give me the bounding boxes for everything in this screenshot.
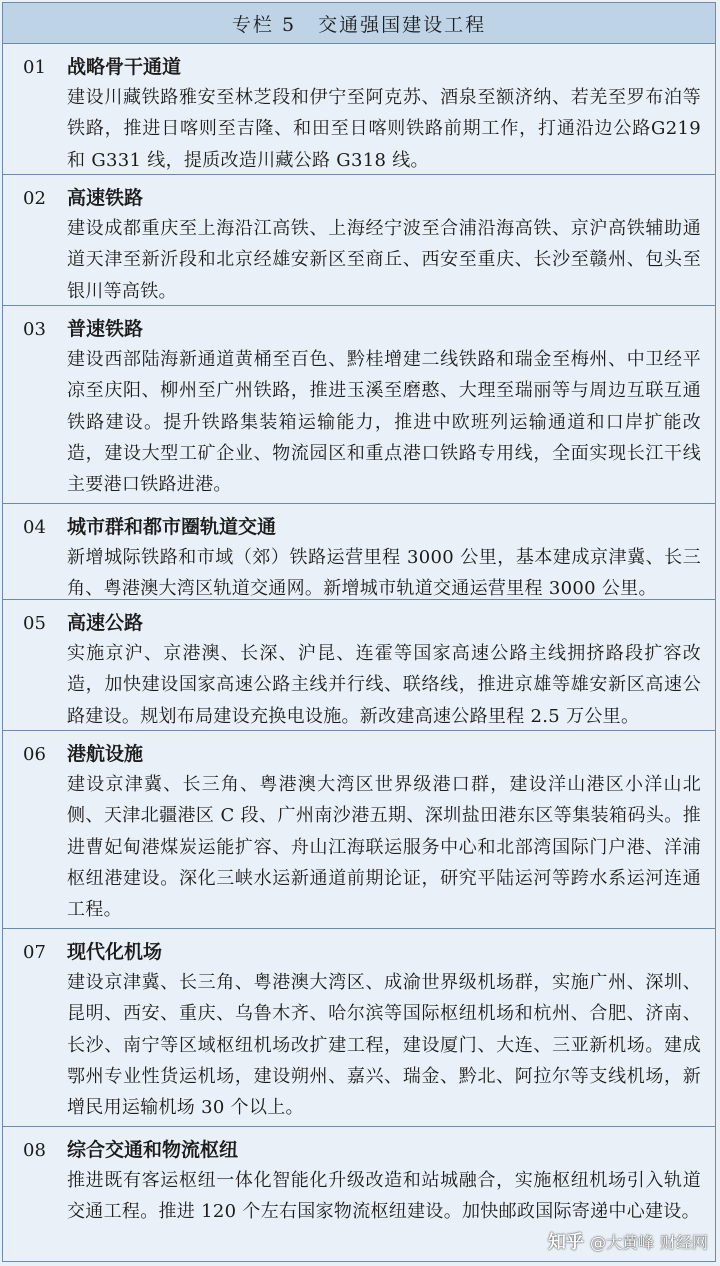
section-body: 建设京津冀、长三角、粤港澳大湾区世界级港口群，建设洋山港区小洋山北侧、天津北疆港区 C 段、广州南沙港五期、深圳盐田港东区等集装箱码头。推进曹妃甸港煤炭运能扩容、舟山江海联运服务中心和北部湾国际门户港、洋浦枢纽港建设。深化三峡水运新通道前期论证，研究平陆运河等跨水系运河连通工程。 [67, 774, 701, 921]
watermark-author: @大黄峰 [589, 1232, 654, 1252]
section-title: 港航设施 [67, 743, 144, 765]
watermark [548, 1228, 708, 1254]
section-title: 综合交通和物流枢纽 [67, 1139, 239, 1161]
section-number: 08 [23, 1140, 46, 1161]
section-heading [23, 1135, 701, 1165]
section-03 [3, 306, 715, 504]
section-number: 02 [23, 188, 46, 209]
section-title: 战略骨干通道 [67, 56, 182, 78]
column-label: 专栏 5 [231, 13, 297, 36]
section-body: 建设京津冀、长三角、粤港澳大湾区、成渝世界级机场群，实施广州、深圳、昆明、西安、重庆、乌鲁木齐、哈尔滨等国际枢纽机场和杭州、合肥、济南、长沙、南宁等区域枢纽机场改扩建工程，建设厦门、大连、三亚新机场。建成鄂州专业性货运机场，建设朔州、嘉兴、瑞金、黔北、阿拉尔等支线机场，新增民用运输机场 30 个以上。 [67, 972, 701, 1119]
section-07 [3, 929, 715, 1127]
section-title: 高速铁路 [67, 187, 144, 209]
section-05 [3, 600, 715, 731]
section-number: 04 [23, 517, 46, 538]
watermark-stamp: 财经网 [659, 1232, 708, 1252]
section-heading [23, 937, 701, 967]
section-02 [3, 175, 715, 306]
section-body: 建设西部陆海新通道黄桶至百色、黔桂增建二线铁路和瑞金至梅州、中卫经平凉至庆阳、柳州至广州铁路，推进玉溪至磨憨、大理至瑞丽等与周边互联互通铁路建设。提升铁路集装箱运输能力，推进中欧班列运输通道和口岸扩能改造，建设大型工矿企业、物流园区和重点港口铁路专用线，全面实现长江干线主要港口铁路进港。 [67, 349, 701, 496]
section-title: 普速铁路 [67, 318, 144, 340]
section-body: 新增城际铁路和市域（郊）铁路运营里程 3000 公里，基本建成京津冀、长三角、粤港澳大湾区轨道交通网。新增城市轨道交通运营里程 3000 公里。 [67, 547, 701, 600]
section-number: 01 [23, 57, 46, 78]
section-04 [3, 504, 715, 600]
section-heading [23, 512, 701, 542]
section-title: 高速公路 [67, 612, 144, 634]
special-column-table [2, 2, 716, 1262]
watermark-site: 知乎 [547, 1232, 584, 1253]
section-title: 现代化机场 [67, 941, 163, 963]
column-title: 交通强国建设工程 [318, 13, 487, 36]
section-06 [3, 731, 715, 929]
section-body: 建设川藏铁路雅安至林芝段和伊宁至阿克苏、酒泉至额济纳、若羌至罗布泊等铁路，推进日喀则至吉隆、和田至日喀则铁路前期工作，打通沿边公路G219 和 G331 线，提质改造川藏公路 G318 线。 [67, 87, 701, 171]
section-01 [3, 44, 715, 175]
section-heading [23, 739, 701, 769]
section-heading [23, 52, 701, 82]
section-number: 07 [23, 942, 46, 963]
section-number: 05 [23, 613, 46, 634]
section-number: 06 [23, 744, 46, 765]
section-body: 推进既有客运枢纽一体化智能化升级改造和站城融合，实施枢纽机场引入轨道交通工程。推进 120 个左右国家物流枢纽建设。加快邮政国际寄递中心建设。 [67, 1170, 701, 1223]
section-body: 建设成都重庆至上海沿江高铁、上海经宁波至合浦沿海高铁、京沪高铁辅助通道天津至新沂段和北京经雄安新区至商丘、西安至重庆、长沙至赣州、包头至银川等高铁。 [67, 218, 701, 302]
section-heading [23, 608, 701, 638]
column-title-bar [3, 3, 715, 44]
section-heading [23, 183, 701, 213]
section-title: 城市群和都市圈轨道交通 [67, 516, 277, 538]
section-heading [23, 314, 701, 344]
section-body: 实施京沪、京港澳、长深、沪昆、连霍等国家高速公路主线拥挤路段扩容改造，加快建设国家高速公路主线并行线、联络线，推进京雄等雄安新区高速公路建设。规划布局建设充换电设施。新改建高速公路里程 2.5 万公里。 [67, 643, 701, 727]
section-number: 03 [23, 319, 46, 340]
